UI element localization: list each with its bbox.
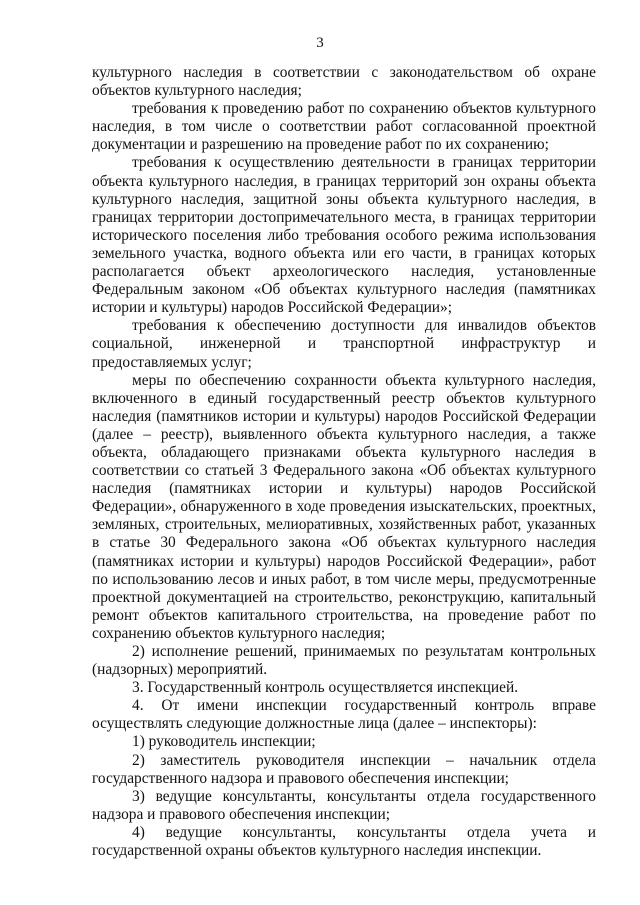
paragraph-section-4: 4. От имени инспекции государственный контроль вправе осуществлять следующие должностные лица (далее – инспекторы): — [92, 697, 596, 733]
paragraph-preservation-measures: меры по обеспечению сохранности объекта культурного наследия, включенного в единый государственный реестр объектов культурного наследия (памятников истории и культуры) народов Российской Федерации (далее – реестр), выявленного объекта культурного наследия, а также объекта, обладающего признаками объекта культурного наследия в соответствии со статьей 3 Федерального закона «Об объектах культурного наследия (памятниках истории и культуры) народов Российской Федерации», обнаруженного в ходе проведения изыскательских, проектных, земляных, строительных, мелиоративных, хозяйственных работ, указанных в статье 30 Федерального закона «Об объектах культурного наследия (памятниках истории и культуры) народов Российской Федерации», работ по использованию лесов и иных работ, в том числе меры, предусмотренные проектной документацией на строительство, реконструкцию, капитальный ремонт объектов капитального строительства, на проведение работ по сохранению объектов культурного наследия; — [92, 371, 596, 642]
paragraph-continuation: культурного наследия в соответствии с законодательством об охране объектов культурного наследия; — [92, 64, 596, 100]
paragraph-requirements-territory: требования к осуществлению деятельности в границах территории объекта культурного наследия, в границах территорий зон охраны объекта культурного наследия, защитной зоны объекта культурного наследия, в границах территории достопримечательного места, в границах территории исторического поселения либо требования особого режима использования земельного участка, водного объекта или его части, в границах которых располагается объект археологического наследия, установленные Федеральным законом «Об объектах культурного наследия (памятниках истории и культуры) народов Российской Федерации»; — [92, 154, 596, 317]
paragraph-requirements-works: требования к проведению работ по сохранению объектов культурного наследия, в том числе о соответствии работ согласованной проектной документации и разрешению на проведение работ по их сохранению; — [92, 100, 596, 154]
paragraph-item-2-decisions: 2) исполнение решений, принимаемых по результатам контрольных (надзорных) мероприятий. — [92, 643, 596, 679]
page-number: 3 — [316, 35, 324, 51]
document-body — [92, 64, 596, 860]
paragraph-section-3: 3. Государственный контроль осуществляется инспекцией. — [132, 679, 519, 697]
paragraph-inspector-4: 4) ведущие консультанты, консультанты отдела учета и государственной охраны объектов культурного наследия инспекции. — [92, 823, 596, 860]
paragraph-inspector-1: 1) руководитель инспекции; — [132, 733, 316, 751]
paragraph-inspector-2: 2) заместитель руководителя инспекции – начальник отдела государственного надзора и правового обеспечения инспекции; — [92, 751, 596, 787]
paragraph-inspector-3: 3) ведущие консультанты, консультанты отдела государственного надзора и правового обеспечения инспекции; — [92, 787, 596, 823]
paragraph-requirements-accessibility: требования к обеспечению доступности для инвалидов объектов социальной, инженерной и транспортной инфраструктур и предоставляемых услуг; — [92, 317, 596, 371]
